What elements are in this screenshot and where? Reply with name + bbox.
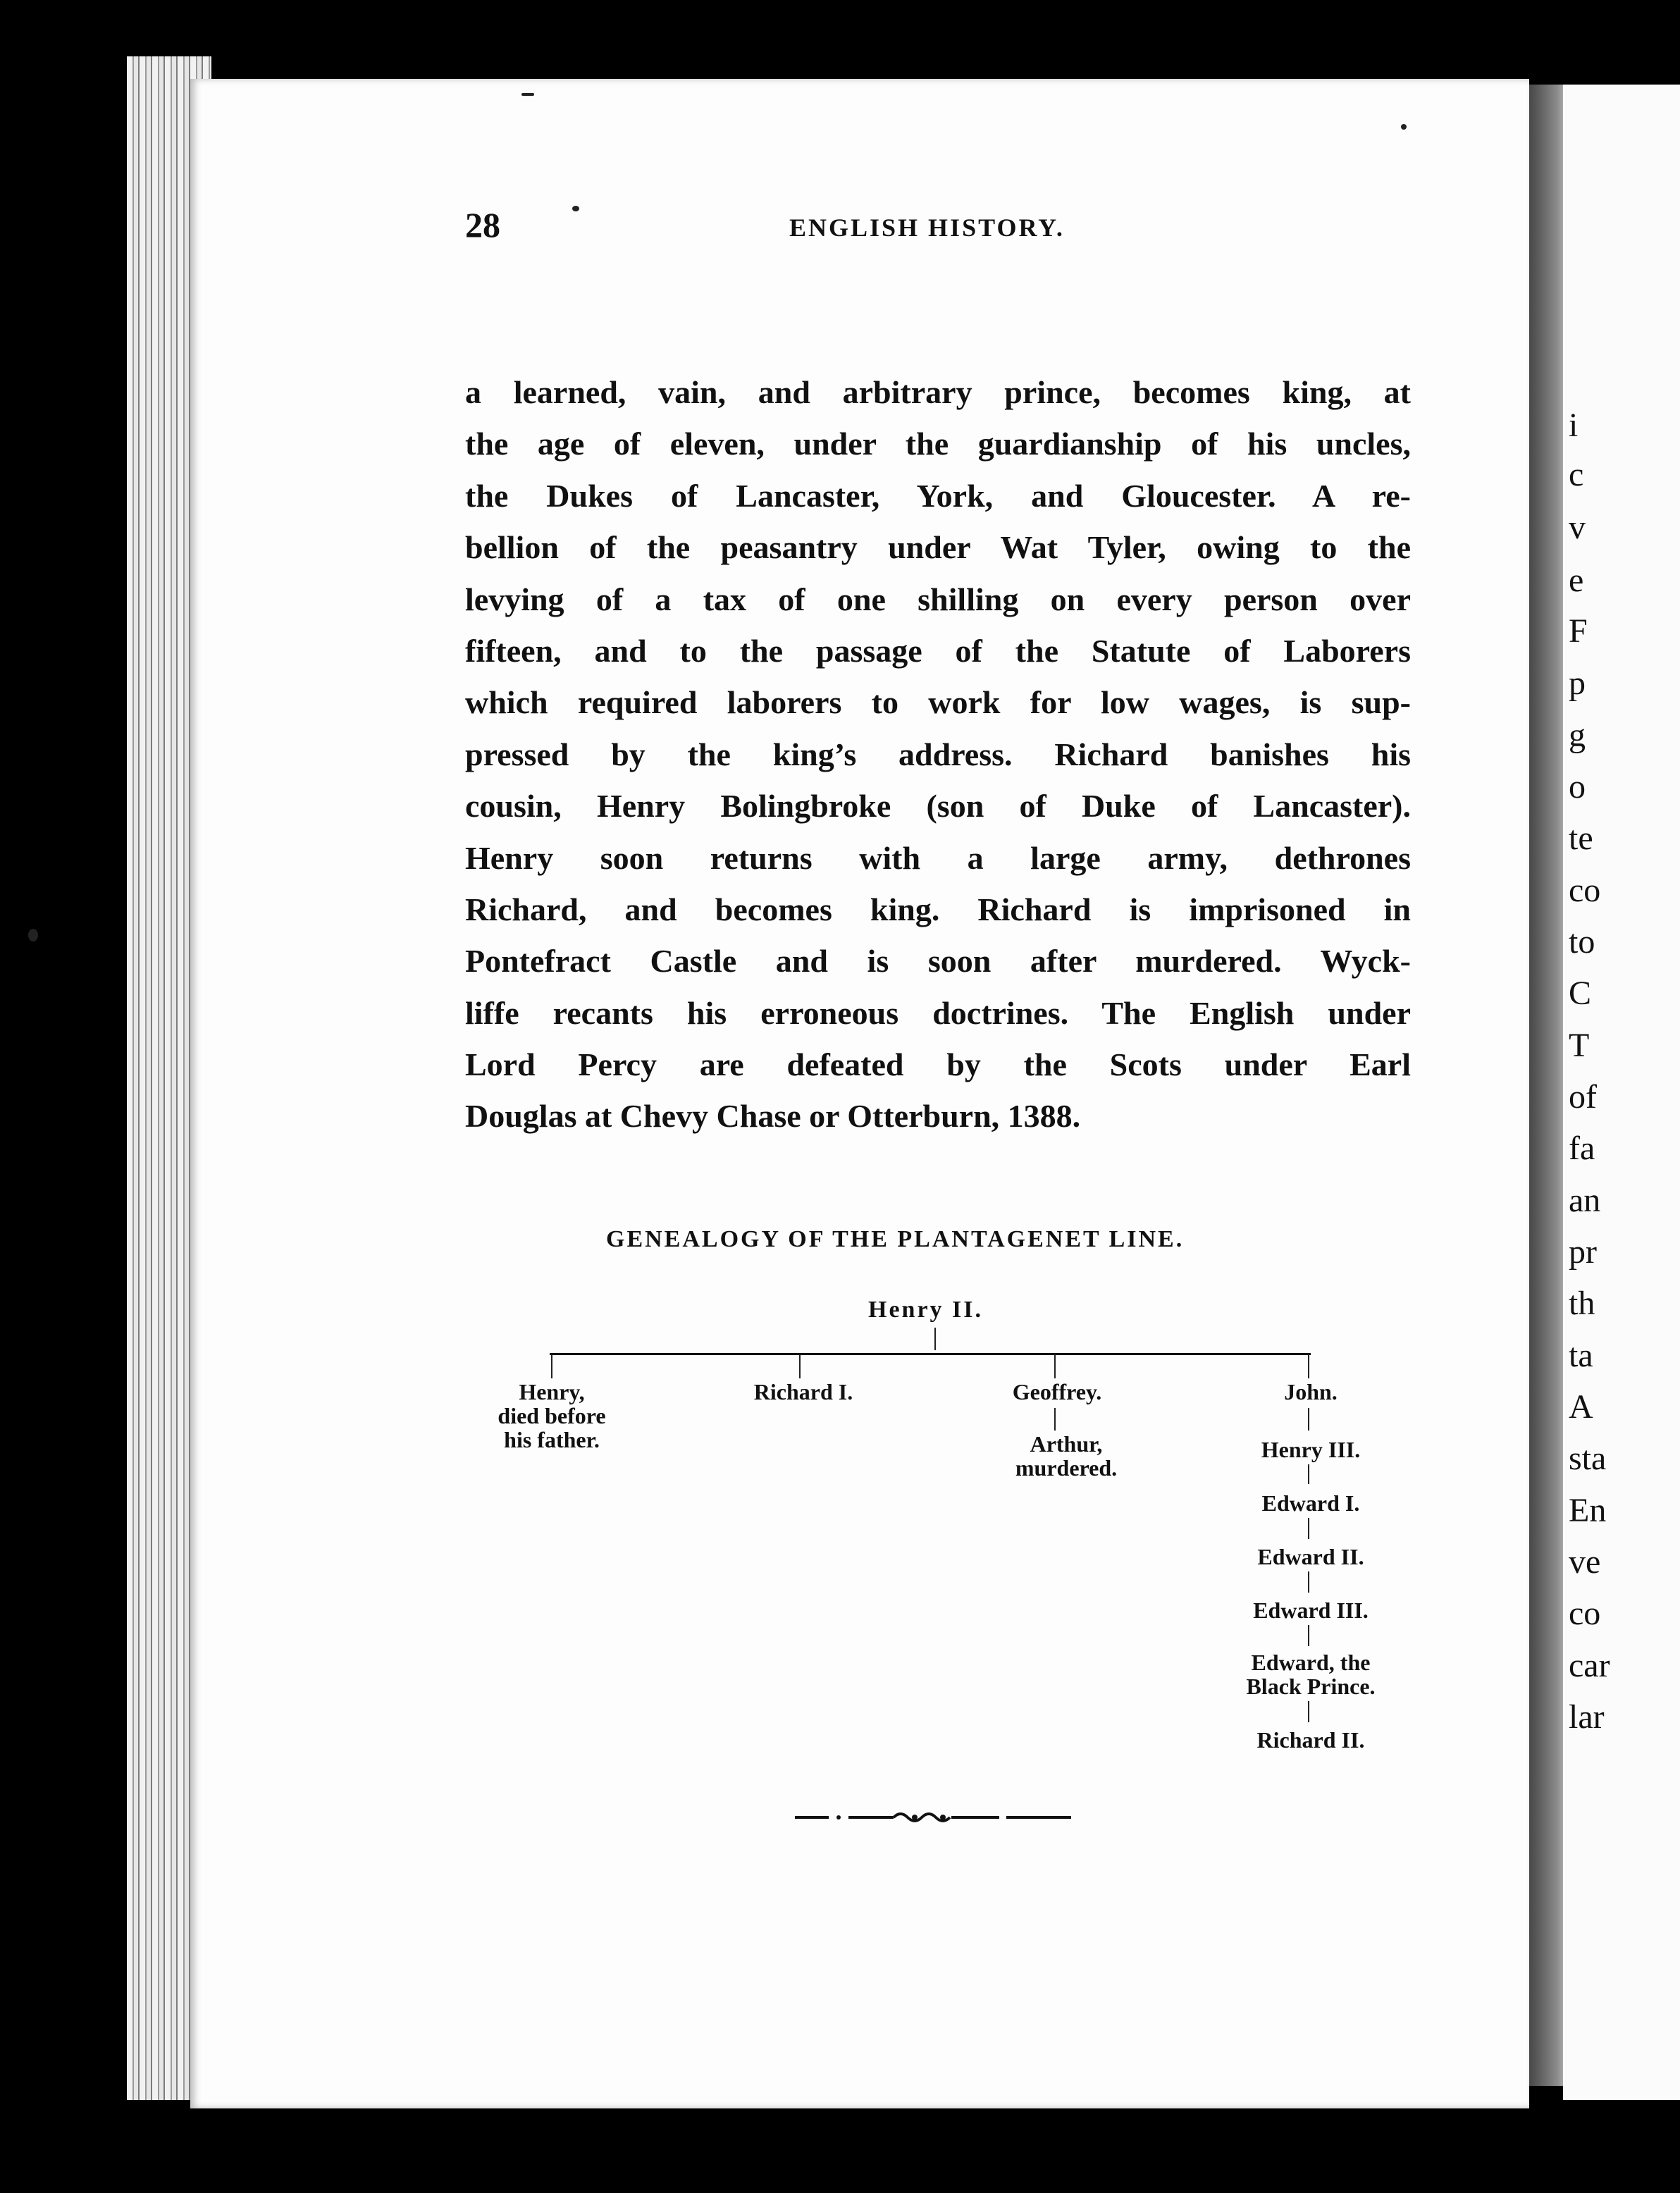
node-line: Henry, bbox=[519, 1379, 585, 1404]
scan-speck bbox=[521, 93, 534, 96]
tree-connector bbox=[1054, 1408, 1056, 1431]
facing-text: an bbox=[1569, 1182, 1601, 1219]
facing-text: th bbox=[1569, 1285, 1595, 1322]
facing-text: e bbox=[1569, 562, 1584, 599]
facing-text: i bbox=[1569, 407, 1579, 444]
facing-text: pr bbox=[1569, 1233, 1597, 1271]
node-line: died before bbox=[498, 1403, 606, 1428]
text-line: which required laborers to work for low wages, is sup- bbox=[465, 684, 1411, 721]
facing-text: o bbox=[1569, 768, 1586, 805]
text-line: Douglas at Chevy Chase or Otterburn, 1388. bbox=[465, 1098, 1081, 1135]
tree-sibling-bar bbox=[550, 1353, 1311, 1355]
facing-page bbox=[1563, 85, 1680, 2100]
text-line: Richard, and becomes king. Richard is imprisoned in bbox=[465, 891, 1411, 927]
tree-connector bbox=[1308, 1571, 1309, 1593]
facing-text: lar bbox=[1569, 1698, 1605, 1736]
facing-text: te bbox=[1569, 820, 1593, 857]
text-line: the age of eleven, under the guardianship of his uncles, bbox=[465, 426, 1411, 462]
tree-connector bbox=[1054, 1354, 1056, 1378]
text-line: fifteen, and to the passage of the Statute of Laborers bbox=[465, 632, 1411, 669]
tree-connector bbox=[1308, 1408, 1309, 1431]
facing-text: F bbox=[1569, 612, 1588, 650]
genealogy-node-black-prince bbox=[1212, 1650, 1409, 1698]
node-line: murdered. bbox=[1015, 1455, 1118, 1481]
tree-connector bbox=[934, 1328, 936, 1350]
facing-text: sta bbox=[1569, 1440, 1607, 1477]
genealogy-node-richard-ii: Richard II. bbox=[1256, 1727, 1365, 1753]
genealogy-node-henry-iii: Henry III. bbox=[1261, 1437, 1361, 1462]
tree-connector bbox=[1308, 1518, 1309, 1539]
genealogy-node-edward-i: Edward I. bbox=[1261, 1490, 1360, 1516]
text-line: cousin, Henry Bolingbroke (son of Duke of Lancaster). bbox=[465, 788, 1411, 824]
node-line: Arthur, bbox=[1030, 1431, 1103, 1457]
node-line: Black Prince. bbox=[1246, 1674, 1376, 1699]
genealogy-root-henry-ii: Henry II. bbox=[868, 1297, 983, 1323]
ornamental-divider bbox=[795, 1807, 1077, 1828]
genealogy-node-john bbox=[1226, 1380, 1395, 1404]
facing-text: co bbox=[1569, 872, 1601, 909]
facing-text: A bbox=[1569, 1388, 1593, 1426]
running-head bbox=[465, 204, 1409, 247]
genealogy-title: GENEALOGY OF THE PLANTAGENET LINE. bbox=[606, 1226, 1185, 1252]
node-line: Geoffrey. bbox=[1012, 1379, 1102, 1404]
genealogy-node-geoffrey bbox=[972, 1380, 1142, 1404]
text-line: the Dukes of Lancaster, York, and Gloucester. A re- bbox=[465, 477, 1411, 514]
tree-connector bbox=[1308, 1464, 1309, 1484]
tree-connector bbox=[799, 1354, 801, 1378]
facing-text: fa bbox=[1569, 1130, 1595, 1167]
facing-text: ve bbox=[1569, 1543, 1601, 1581]
facing-text: p bbox=[1569, 665, 1586, 702]
text-line: Lord Percy are defeated by the Scots under Earl bbox=[465, 1046, 1411, 1083]
genealogy-node-richard-i bbox=[719, 1380, 888, 1404]
text-line: levying of a tax of one shilling on every person over bbox=[465, 581, 1411, 617]
node-line: his father. bbox=[504, 1427, 600, 1452]
node-line: Richard I. bbox=[753, 1379, 853, 1404]
tree-connector bbox=[1308, 1701, 1309, 1722]
running-head-title: ENGLISH HISTORY. bbox=[789, 214, 1065, 242]
genealogy-node-edward-iii: Edward III. bbox=[1253, 1598, 1369, 1623]
facing-text: g bbox=[1569, 717, 1586, 754]
facing-text: co bbox=[1569, 1595, 1601, 1632]
genealogy-node-arthur bbox=[972, 1432, 1160, 1480]
facing-text: c bbox=[1569, 456, 1584, 493]
facing-text: of bbox=[1569, 1078, 1597, 1116]
tree-connector bbox=[1308, 1625, 1309, 1646]
facing-text: T bbox=[1569, 1027, 1590, 1064]
facing-text: C bbox=[1569, 975, 1592, 1012]
facing-text: ta bbox=[1569, 1337, 1593, 1374]
facing-text: En bbox=[1569, 1492, 1607, 1529]
facing-text: v bbox=[1569, 509, 1586, 546]
genealogy-node-henry bbox=[458, 1380, 646, 1452]
text-line: bellion of the peasantry under Wat Tyler, owing to the bbox=[465, 529, 1411, 566]
text-line: Henry soon returns with a large army, dethrones bbox=[465, 839, 1411, 876]
text-line: pressed by the king’s address. Richard banishes his bbox=[465, 736, 1411, 772]
tree-connector bbox=[551, 1354, 552, 1378]
scan-speck bbox=[28, 929, 38, 941]
facing-text: car bbox=[1569, 1647, 1610, 1684]
text-line: Pontefract Castle and is soon after murdered. Wyck- bbox=[465, 943, 1411, 980]
text-line: liffe recants his erroneous doctrines. The English under bbox=[465, 994, 1411, 1031]
scan-speck bbox=[1401, 124, 1407, 130]
tree-connector bbox=[1308, 1354, 1309, 1378]
node-line: Edward, the bbox=[1251, 1650, 1371, 1675]
node-line: John. bbox=[1284, 1379, 1338, 1404]
body-paragraph bbox=[465, 366, 1411, 1142]
text-line: a learned, vain, and arbitrary prince, becomes king, at bbox=[465, 374, 1411, 410]
genealogy-node-edward-ii: Edward II. bbox=[1257, 1544, 1364, 1569]
facing-text: to bbox=[1569, 923, 1595, 960]
page-number: 28 bbox=[465, 205, 500, 245]
